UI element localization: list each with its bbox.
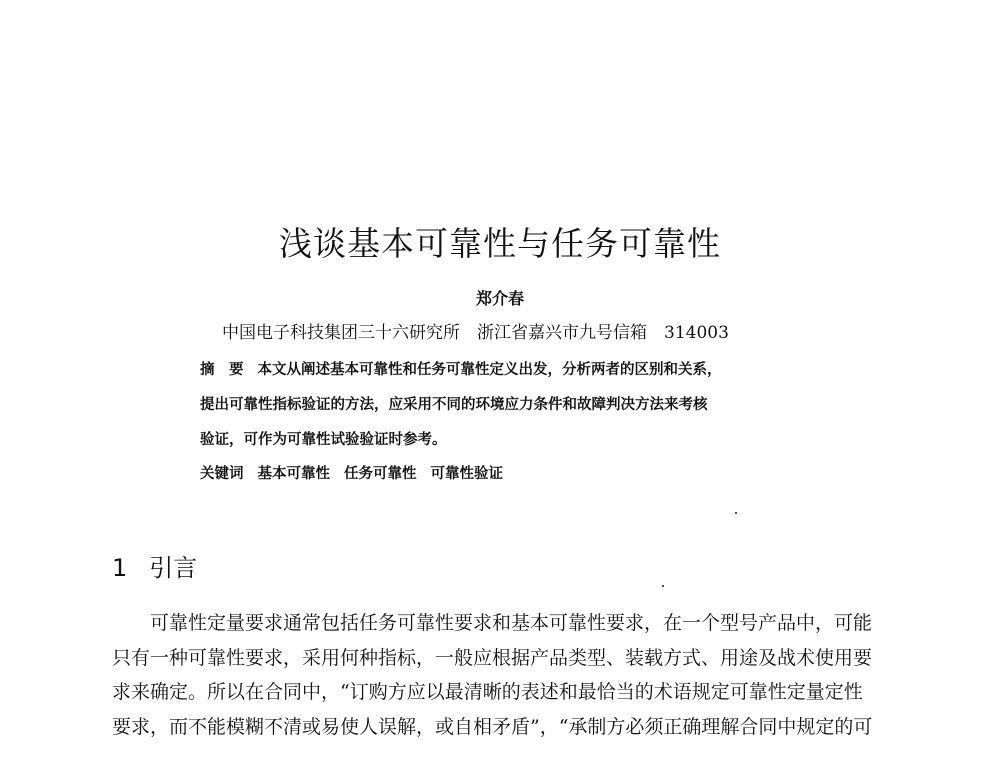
keyword: 基本可靠性: [257, 465, 330, 482]
abstract-line: 验证，可作为可靠性试验验证时参考。: [200, 431, 447, 448]
keyword: 任务可靠性: [344, 465, 417, 482]
paper-title: 浅谈基本可靠性与任务可靠性: [279, 224, 721, 263]
body-line: 可靠性定量要求通常包括任务可靠性要求和基本可靠性要求，在一个型号产品中，可能: [150, 612, 873, 634]
keyword: 可靠性验证: [430, 465, 503, 482]
body-line: 要求，而不能模糊不清或易使人误解，或自相矛盾”，“承制方必须正确理解合同中规定的可: [112, 715, 873, 738]
abstract-label: 摘 要: [200, 361, 244, 378]
keywords-label: 关键词: [200, 465, 244, 482]
section-number: 1: [112, 554, 128, 582]
scan-speck: [662, 585, 664, 587]
scan-speck: [735, 512, 737, 514]
abstract-line: [200, 352, 840, 387]
body-line: 求来确定。所以在合同中，“订购方应以最清晰的表述和最恰当的术语规定可靠性定量定性: [112, 681, 863, 703]
section-heading: [112, 548, 197, 583]
abstract-line: 提出可靠性指标验证的方法，应采用不同的环境应力条件和故障判决方法来考核: [200, 396, 708, 413]
body-paragraph: [112, 606, 912, 744]
author-name: 郑介春: [475, 289, 524, 308]
author-affiliation: 中国电子科技集团三十六研究所 浙江省嘉兴市九号信箱 314003: [222, 323, 729, 343]
section-title: 引言: [149, 554, 198, 582]
abstract: [200, 352, 840, 457]
keywords: [200, 462, 840, 483]
body-line: 只有一种可靠性要求，采用何种指标，一般应根据产品类型、装载方式、用途及战术使用要: [112, 646, 873, 669]
abstract-text: 本文从阐述基本可靠性和任务可靠性定义出发，分析两者的区别和关系，: [257, 361, 722, 378]
